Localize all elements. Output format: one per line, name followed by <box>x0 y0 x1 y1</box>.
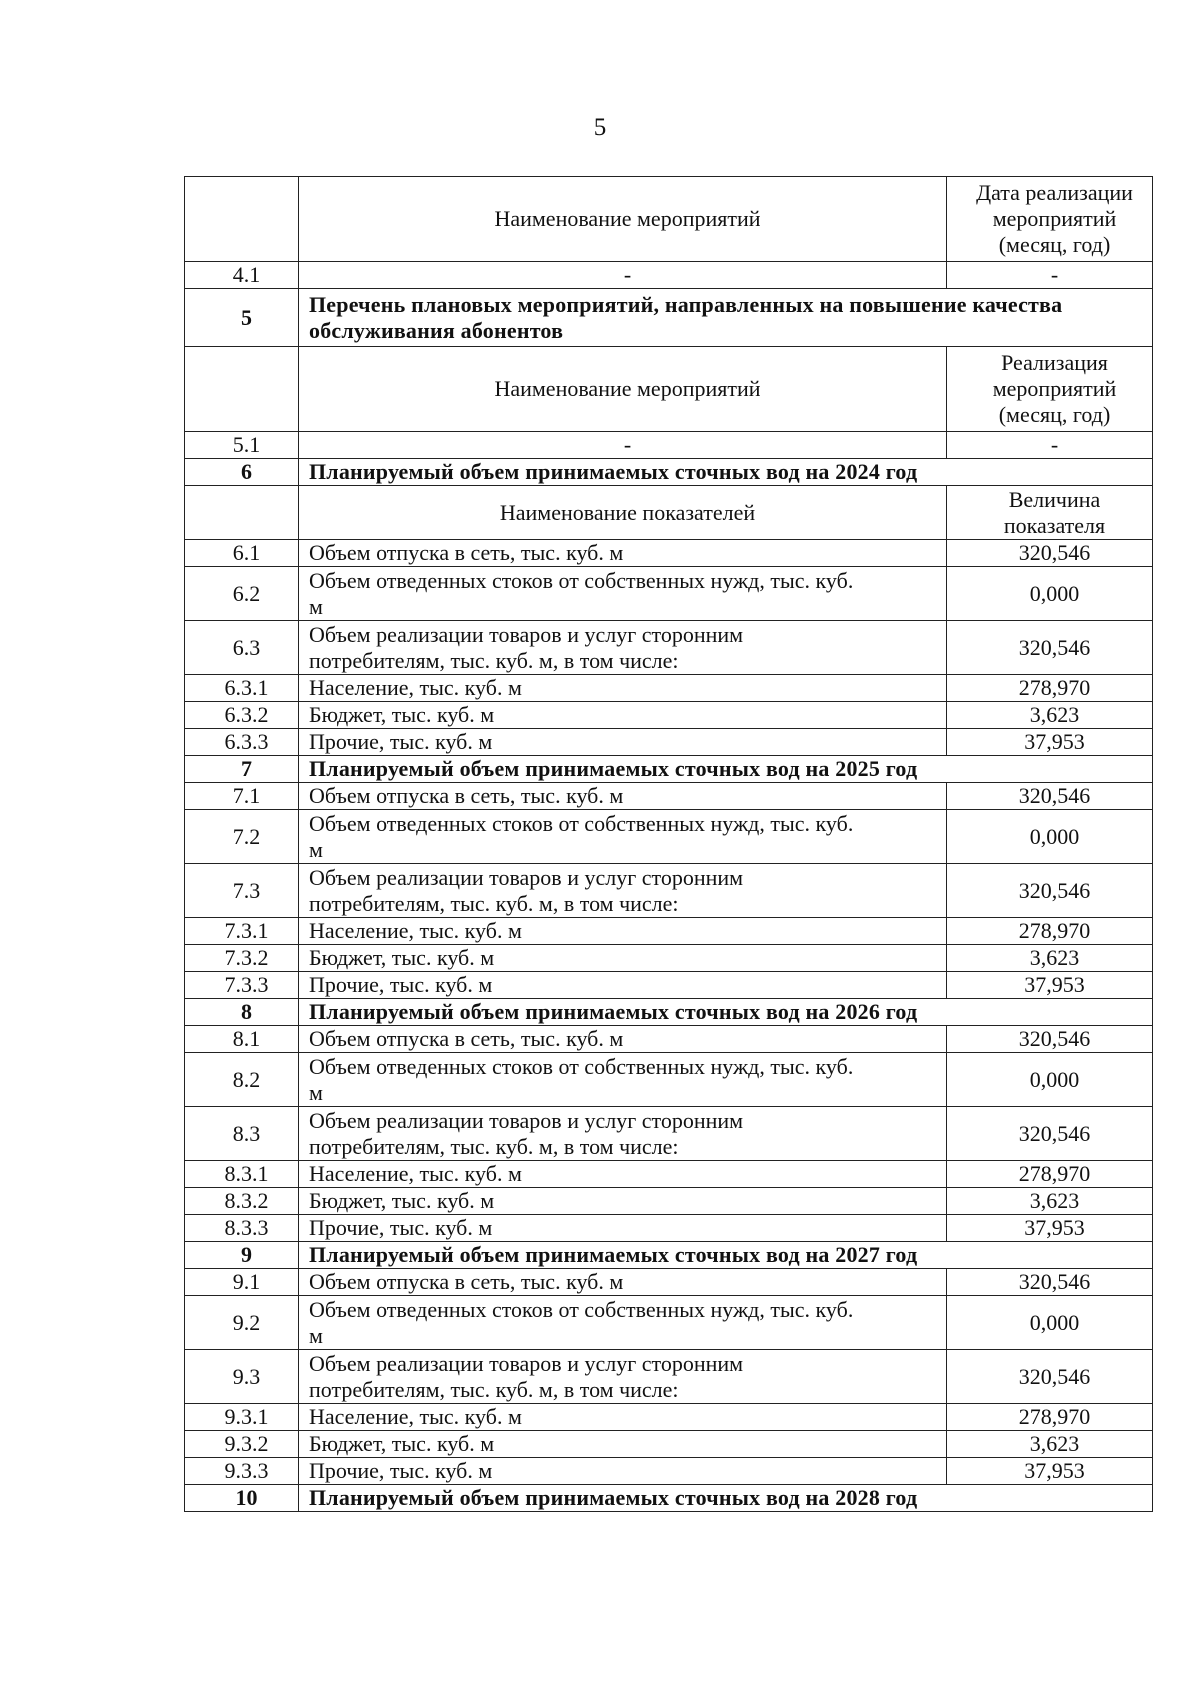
row-name: Объем реализации товаров и услуг сторонним потребителям, тыс. куб. м, в том числе: <box>299 621 947 675</box>
table-row <box>185 1215 1153 1242</box>
section-number: 9 <box>185 1242 299 1269</box>
section-title: Планируемый объем принимаемых сточных вод на 2024 год <box>299 459 1153 486</box>
row-number: 6.3.2 <box>185 702 299 729</box>
table-row <box>185 918 1153 945</box>
row-value: 320,546 <box>947 1350 1153 1404</box>
table-row <box>185 972 1153 999</box>
row-value: 37,953 <box>947 1458 1153 1485</box>
table-row <box>185 1053 1153 1107</box>
row-number: 8.2 <box>185 1053 299 1107</box>
table-row <box>185 177 1153 262</box>
row-value: - <box>947 262 1153 289</box>
row-value: 0,000 <box>947 810 1153 864</box>
row-value: - <box>947 432 1153 459</box>
table-row <box>185 729 1153 756</box>
row-value: 320,546 <box>947 1026 1153 1053</box>
empty-cell <box>185 347 299 432</box>
table-row <box>185 702 1153 729</box>
table-row <box>185 864 1153 918</box>
column-header-name: Наименование показателей <box>299 486 947 540</box>
section-title: Планируемый объем принимаемых сточных вод на 2027 год <box>299 1242 1153 1269</box>
table-row <box>185 675 1153 702</box>
row-number: 9.3.3 <box>185 1458 299 1485</box>
row-number: 7.3.2 <box>185 945 299 972</box>
row-number: 8.3.3 <box>185 1215 299 1242</box>
page-number: 5 <box>593 114 607 141</box>
row-number: 6.3.1 <box>185 675 299 702</box>
section-row <box>185 1242 1153 1269</box>
column-header-value: Величина показателя <box>947 486 1153 540</box>
table-row <box>185 567 1153 621</box>
table-body <box>185 177 1153 1512</box>
section-number: 8 <box>185 999 299 1026</box>
section-row <box>185 1485 1153 1512</box>
row-number: 8.3.2 <box>185 1188 299 1215</box>
row-number: 9.1 <box>185 1269 299 1296</box>
row-value: 3,623 <box>947 945 1153 972</box>
row-name: Прочие, тыс. куб. м <box>299 729 947 756</box>
row-number: 4.1 <box>185 262 299 289</box>
row-value: 278,970 <box>947 1161 1153 1188</box>
table-row <box>185 621 1153 675</box>
row-value: 37,953 <box>947 1215 1153 1242</box>
row-number: 9.3 <box>185 1350 299 1404</box>
row-number: 8.3.1 <box>185 1161 299 1188</box>
row-value: 0,000 <box>947 567 1153 621</box>
row-name: Объем отпуска в сеть, тыс. куб. м <box>299 540 947 567</box>
table-row <box>185 1161 1153 1188</box>
row-number: 5.1 <box>185 432 299 459</box>
row-name: Прочие, тыс. куб. м <box>299 1215 947 1242</box>
section-row <box>185 289 1153 347</box>
column-header-name: Наименование мероприятий <box>299 177 947 262</box>
row-name: Население, тыс. куб. м <box>299 918 947 945</box>
row-name: - <box>299 432 947 459</box>
row-number: 9.3.1 <box>185 1404 299 1431</box>
table-row <box>185 432 1153 459</box>
table-row <box>185 1296 1153 1350</box>
row-number: 7.3.1 <box>185 918 299 945</box>
table-row <box>185 347 1153 432</box>
row-name: Прочие, тыс. куб. м <box>299 1458 947 1485</box>
row-value: 320,546 <box>947 540 1153 567</box>
row-name: - <box>299 262 947 289</box>
row-number: 6.3.3 <box>185 729 299 756</box>
row-number: 8.1 <box>185 1026 299 1053</box>
row-value: 37,953 <box>947 729 1153 756</box>
table-row <box>185 945 1153 972</box>
table-row <box>185 1350 1153 1404</box>
table-row <box>185 1404 1153 1431</box>
table-row <box>185 783 1153 810</box>
section-title: Планируемый объем принимаемых сточных вод на 2028 год <box>299 1485 1153 1512</box>
row-number: 9.2 <box>185 1296 299 1350</box>
row-value: 3,623 <box>947 1188 1153 1215</box>
row-name: Население, тыс. куб. м <box>299 1404 947 1431</box>
row-value: 3,623 <box>947 702 1153 729</box>
row-name: Объем отпуска в сеть, тыс. куб. м <box>299 1026 947 1053</box>
row-number: 6.2 <box>185 567 299 621</box>
table-row <box>185 262 1153 289</box>
table-row <box>185 486 1153 540</box>
table-row <box>185 1026 1153 1053</box>
section-title: Планируемый объем принимаемых сточных вод на 2025 год <box>299 756 1153 783</box>
section-number: 6 <box>185 459 299 486</box>
table-row <box>185 1431 1153 1458</box>
row-value: 320,546 <box>947 783 1153 810</box>
row-value: 320,546 <box>947 864 1153 918</box>
row-name: Объем отведенных стоков от собственных нужд, тыс. куб. м <box>299 810 947 864</box>
row-name: Объем отпуска в сеть, тыс. куб. м <box>299 1269 947 1296</box>
section-title: Перечень плановых мероприятий, направленных на повышение качества обслуживания абонентов <box>299 289 1153 347</box>
row-name: Объем отведенных стоков от собственных нужд, тыс. куб. м <box>299 1296 947 1350</box>
section-row <box>185 999 1153 1026</box>
section-number: 7 <box>185 756 299 783</box>
row-name: Бюджет, тыс. куб. м <box>299 1431 947 1458</box>
row-name: Бюджет, тыс. куб. м <box>299 1188 947 1215</box>
row-value: 37,953 <box>947 972 1153 999</box>
column-header-value: Реализация мероприятий (месяц, год) <box>947 347 1153 432</box>
row-name: Объем отведенных стоков от собственных нужд, тыс. куб. м <box>299 567 947 621</box>
row-name: Объем отведенных стоков от собственных нужд, тыс. куб. м <box>299 1053 947 1107</box>
row-number: 6.1 <box>185 540 299 567</box>
empty-cell <box>185 486 299 540</box>
row-name: Бюджет, тыс. куб. м <box>299 702 947 729</box>
table-row <box>185 810 1153 864</box>
row-name: Объем реализации товаров и услуг сторонним потребителям, тыс. куб. м, в том числе: <box>299 1107 947 1161</box>
row-name: Объем отпуска в сеть, тыс. куб. м <box>299 783 947 810</box>
row-value: 278,970 <box>947 1404 1153 1431</box>
table-row <box>185 1188 1153 1215</box>
row-value: 320,546 <box>947 1269 1153 1296</box>
section-title: Планируемый объем принимаемых сточных вод на 2026 год <box>299 999 1153 1026</box>
section-row <box>185 756 1153 783</box>
row-value: 3,623 <box>947 1431 1153 1458</box>
row-value: 0,000 <box>947 1053 1153 1107</box>
row-number: 7.1 <box>185 783 299 810</box>
row-name: Население, тыс. куб. м <box>299 1161 947 1188</box>
row-number: 9.3.2 <box>185 1431 299 1458</box>
row-value: 278,970 <box>947 675 1153 702</box>
table-row <box>185 1107 1153 1161</box>
section-row <box>185 459 1153 486</box>
column-header-name: Наименование мероприятий <box>299 347 947 432</box>
table-row <box>185 1458 1153 1485</box>
row-name: Население, тыс. куб. м <box>299 675 947 702</box>
row-value: 278,970 <box>947 918 1153 945</box>
table-row <box>185 1269 1153 1296</box>
row-number: 7.2 <box>185 810 299 864</box>
section-number: 10 <box>185 1485 299 1512</box>
table-row <box>185 540 1153 567</box>
row-name: Объем реализации товаров и услуг сторонним потребителям, тыс. куб. м, в том числе: <box>299 1350 947 1404</box>
row-number: 8.3 <box>185 1107 299 1161</box>
row-name: Объем реализации товаров и услуг сторонним потребителям, тыс. куб. м, в том числе: <box>299 864 947 918</box>
row-number: 7.3.3 <box>185 972 299 999</box>
row-name: Прочие, тыс. куб. м <box>299 972 947 999</box>
row-name: Бюджет, тыс. куб. м <box>299 945 947 972</box>
row-number: 7.3 <box>185 864 299 918</box>
section-number: 5 <box>185 289 299 347</box>
column-header-date: Дата реализации мероприятий (месяц, год) <box>947 177 1153 262</box>
row-value: 0,000 <box>947 1296 1153 1350</box>
measures-table <box>184 176 1153 1512</box>
row-value: 320,546 <box>947 621 1153 675</box>
empty-cell <box>185 177 299 262</box>
row-number: 6.3 <box>185 621 299 675</box>
row-value: 320,546 <box>947 1107 1153 1161</box>
